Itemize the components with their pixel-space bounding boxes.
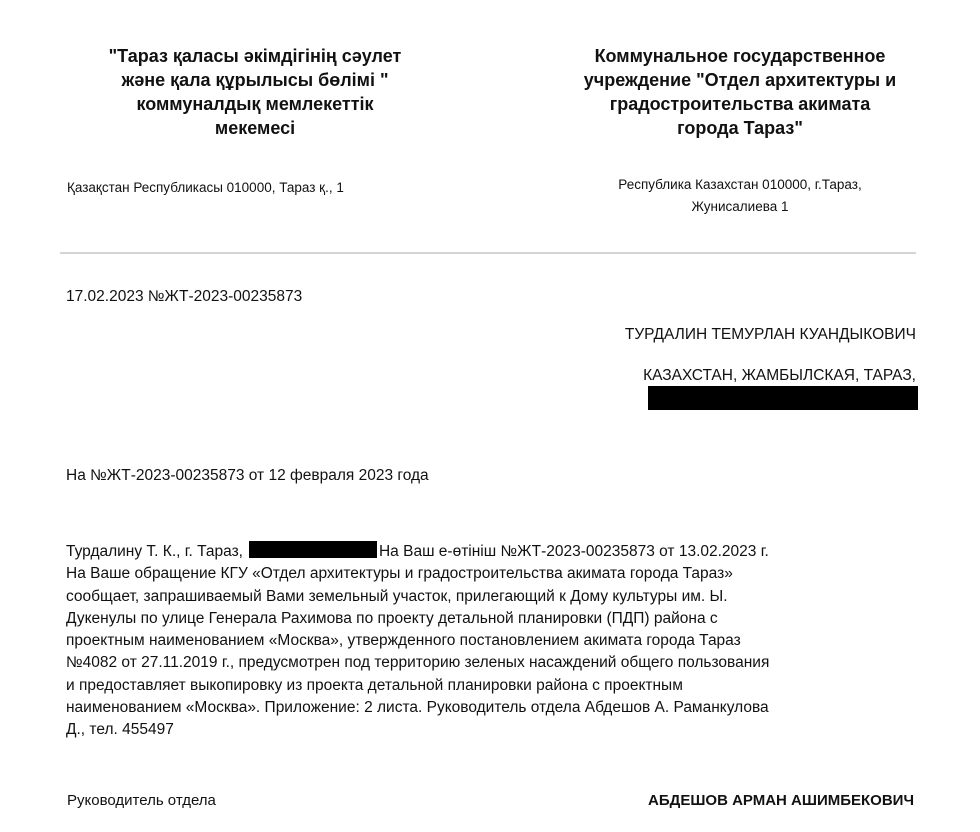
letter-body bbox=[66, 541, 916, 742]
header-org-kazakh-line: "Тараз қаласы әкімдігінің сәулет bbox=[108, 46, 402, 66]
recipient-address: КАЗАХСТАН, ЖАМБЫЛСКАЯ, ТАРАЗ, bbox=[643, 367, 916, 384]
letter-body-line: сообщает, запрашиваемый Вами земельный участок, прилегающий к Дому культуры им. Ы. bbox=[66, 587, 728, 605]
letter-body-line: и предоставляет выкопировку из проекта детальной планировки района с проектным bbox=[66, 676, 683, 694]
letter-body-line: проектным наименованием «Москва», утвержденного постановлением акимата города Тараз bbox=[66, 632, 741, 650]
header-org-kazakh-line: коммуналдық мемлекеттік bbox=[136, 94, 374, 114]
header-address-russian-line: Республика Казахстан 010000, г.Тараз, bbox=[618, 177, 862, 192]
letter-body-line bbox=[66, 541, 916, 563]
header-address-russian bbox=[560, 174, 920, 218]
letter-body-line: №4082 от 27.11.2019 г., предусмотрен под территорию зеленых насаждений общего пользования bbox=[66, 654, 770, 672]
body-text-segment: Турдалину Т. К., г. Тараз, bbox=[66, 543, 243, 560]
body-text-segment: На Ваш е-өтініш №ЖТ-2023-00235873 от 13.02.2023 г. bbox=[378, 543, 769, 560]
header-org-russian-line: Коммунальное государственное bbox=[594, 46, 886, 66]
reply-reference: На №ЖТ-2023-00235873 от 12 февраля 2023 года bbox=[66, 467, 429, 484]
header-org-kazakh-line: және қала құрылысы бөлімі " bbox=[121, 70, 389, 90]
redaction-bar bbox=[648, 386, 918, 410]
header-org-russian-line: градостроительства акимата bbox=[609, 94, 871, 114]
header-org-kazakh-line: мекемесі bbox=[214, 118, 296, 138]
header-org-russian-line: города Тараз" bbox=[677, 118, 803, 138]
header-org-russian-line: учреждение "Отдел архитектуры и bbox=[583, 70, 897, 90]
recipient-name: ТУРДАЛИН ТЕМУРЛАН КУАНДЫКОВИЧ bbox=[624, 326, 916, 343]
letter-body-line: На Ваше обращение КГУ «Отдел архитектуры и градостроительства акимата города Тараз» bbox=[66, 565, 733, 583]
header-address-kazakh: Қазақстан Республикасы 010000, Тараз қ., 1 bbox=[67, 180, 344, 195]
header-divider bbox=[60, 252, 916, 254]
signer-title: Руководитель отдела bbox=[67, 792, 216, 809]
letter-body-line: Дукенулы по улице Генерала Рахимова по проекту детальной планировки (ПДП) района с bbox=[66, 609, 718, 627]
letter-body-line: Д., тел. 455497 bbox=[66, 721, 174, 739]
redaction-bar bbox=[249, 541, 377, 558]
header-address-russian-line: Жунисалиева 1 bbox=[691, 199, 789, 214]
header-org-russian bbox=[555, 44, 925, 140]
signer-name: АБДЕШОВ АРМАН АШИМБЕКОВИЧ bbox=[648, 792, 914, 809]
document-date-number: 17.02.2023 №ЖТ-2023-00235873 bbox=[66, 288, 303, 305]
header-org-kazakh bbox=[50, 44, 460, 140]
letter-body-line: наименованием «Москва». Приложение: 2 листа. Руководитель отдела Абдешов А. Раманкулова bbox=[66, 699, 769, 717]
